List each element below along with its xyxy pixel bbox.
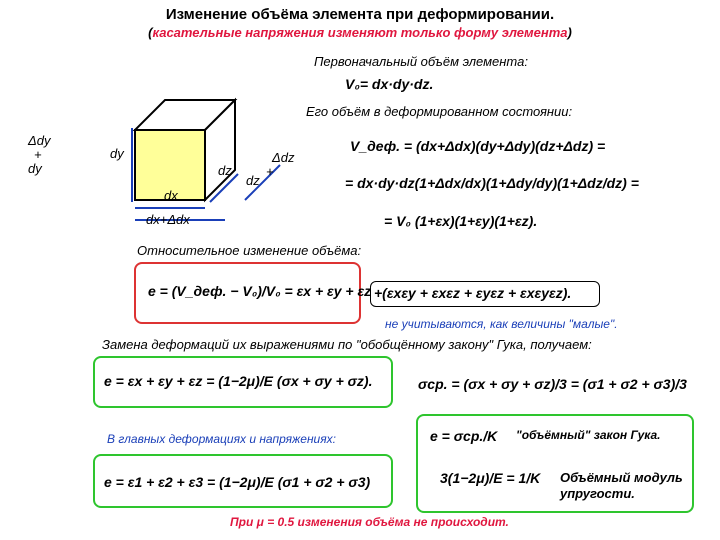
bulk-modulus-label-2: упругости.: [560, 486, 635, 501]
cube-dy-delta: Δdy: [28, 133, 51, 148]
bulk-modulus-formula: 3(1−2μ)/E = 1/K: [440, 470, 541, 486]
deformed-eq-1: V_деф. = (dx+Δdx)(dy+Δdy)(dz+Δdz) =: [350, 138, 606, 154]
cube-dz-inner: dz: [218, 163, 232, 178]
bulk-modulus-label-1: Объёмный модуль: [560, 470, 683, 485]
green-formula: e = εx + εy + εz = (1−2μ)/E (σx + σy + σz).: [104, 373, 373, 389]
hooke-intro: Замена деформаций их выражениями по "обобщённому закону" Гука, получаем:: [102, 337, 592, 352]
subtitle-close: ): [567, 25, 572, 40]
principal-label: В главных деформациях и напряжениях:: [107, 432, 336, 446]
principal-formula: e = ε1 + ε2 + ε3 = (1−2μ)/E (σ1 + σ2 + σ3): [104, 474, 371, 490]
volume-law-label: "объёмный" закон Гука.: [516, 428, 661, 442]
subtitle-text: касательные напряжения изменяют только форму элемента: [152, 25, 568, 40]
cube-dz-outer: dz: [246, 173, 260, 188]
page-title: Изменение объёма элемента при деформировании.: [165, 6, 555, 23]
cube-dz-plus: +: [266, 164, 274, 179]
cube-dy-base: dy: [28, 161, 42, 176]
volume-law-formula: e = σср./K: [430, 428, 498, 444]
initial-volume-formula: V₀= dx·dy·dz.: [345, 76, 434, 92]
cube-dy-plus: +: [34, 147, 42, 162]
page-subtitle: [0, 25, 720, 40]
footer-note: При μ = 0.5 изменения объёма не происходит.: [230, 515, 509, 529]
relative-change-label: Относительное изменение объёма:: [137, 243, 362, 258]
cube-dx-outer: dx+Δdx: [146, 212, 190, 227]
cube-dz-delta: Δdz: [272, 150, 295, 165]
neglected-note: не учитываются, как величины "малые".: [385, 317, 618, 331]
relative-extra-formula: +(εxεy + εxεz + εyεz + εxεyεz).: [374, 285, 572, 301]
deformed-eq-2: = dx·dy·dz(1+Δdx/dx)(1+Δdy/dy)(1+Δdz/dz) =: [345, 175, 639, 191]
deformed-eq-3: = V₀ (1+εx)(1+εy)(1+εz).: [384, 213, 538, 229]
relative-formula: e = (V_деф. − V₀)/V₀ = εx + εy + εz: [148, 283, 372, 299]
cube-dy-inner: dy: [110, 146, 124, 161]
cube-dx-inner: dx: [164, 188, 178, 203]
sigma-average-formula: σср. = (σx + σy + σz)/3 = (σ1 + σ2 + σ3)/3: [418, 376, 687, 392]
subtitle-open: (: [148, 25, 153, 40]
deformed-volume-label: Его объём в деформированном состоянии:: [306, 104, 573, 119]
initial-volume-label: Первоначальный объём элемента:: [314, 54, 528, 69]
